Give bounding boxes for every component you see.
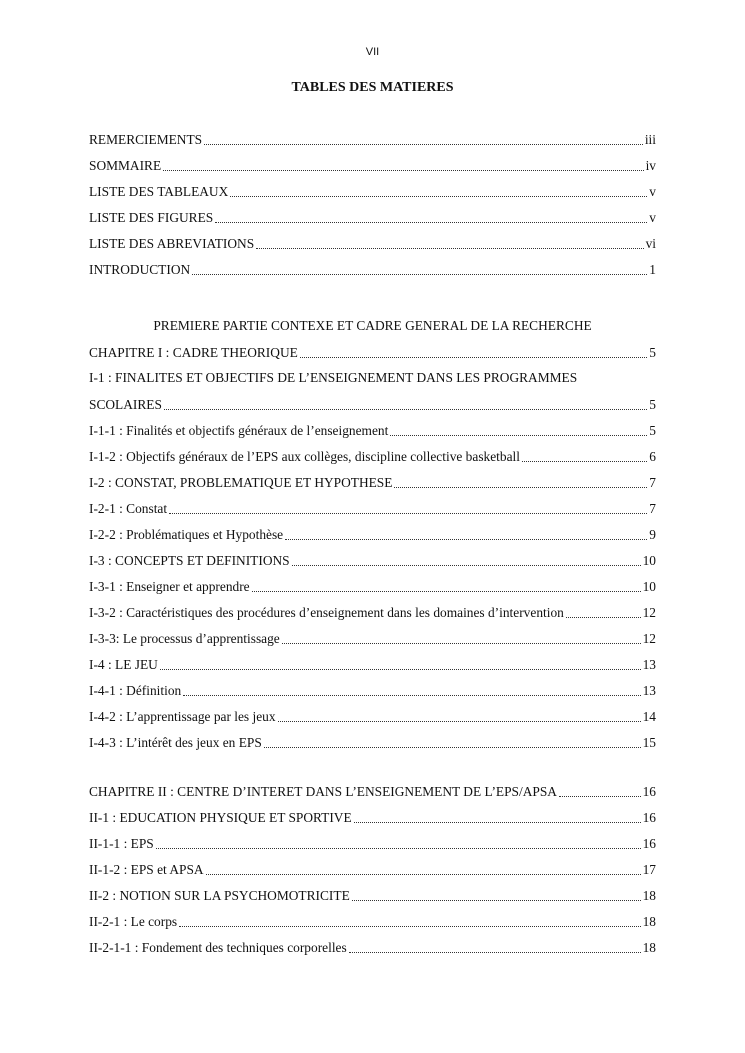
- toc-entry-label: I-3-3: Le processus d’apprentissage: [89, 631, 280, 646]
- dot-leader: [352, 896, 641, 901]
- page-title: TABLES DES MATIERES: [291, 80, 454, 95]
- toc-entry-label: LISTE DES FIGURES: [89, 210, 214, 225]
- toc-entry-label: I-1-1 : Finalités et objectifs généraux de l’enseignement: [89, 423, 389, 438]
- toc-entry-label: I-2-1 : Constat: [89, 501, 168, 516]
- toc-entry-page: 7: [649, 475, 656, 490]
- toc-entry-page: 16: [642, 810, 656, 825]
- toc-entry[interactable]: [89, 808, 656, 828]
- toc-entry-chapter[interactable]: [89, 343, 656, 363]
- toc-entry-page: 15: [642, 735, 656, 750]
- toc-entry-page: 16: [642, 784, 656, 799]
- toc-entry-label: I-4-2 : L’apprentissage par les jeux: [89, 709, 276, 724]
- toc-entry[interactable]: [89, 912, 656, 932]
- dot-leader: [394, 483, 647, 488]
- toc-entry-page: 14: [642, 709, 656, 724]
- dot-leader: [230, 192, 647, 197]
- dot-leader: [156, 844, 641, 849]
- dot-leader: [285, 535, 647, 540]
- dot-leader: [300, 353, 648, 358]
- toc-entry[interactable]: [89, 260, 656, 280]
- toc-entry[interactable]: [89, 447, 656, 467]
- dot-leader: [164, 405, 647, 410]
- dot-leader: [204, 140, 643, 145]
- dot-leader: [282, 639, 641, 644]
- toc-entry[interactable]: [89, 499, 656, 519]
- dot-leader: [390, 431, 647, 436]
- toc-entry-label: I-3-1 : Enseigner et apprendre: [89, 579, 250, 594]
- toc-entry-page: 18: [642, 914, 656, 929]
- toc-entry-page: 10: [642, 553, 656, 568]
- toc-entry-label: REMERCIEMENTS: [89, 132, 203, 147]
- toc-entry[interactable]: [89, 629, 656, 649]
- dot-leader: [252, 587, 641, 592]
- toc-entry-page: 6: [649, 449, 656, 464]
- dot-leader: [169, 509, 647, 514]
- toc-entry-page: v: [649, 184, 656, 199]
- toc-entry-page: 5: [649, 345, 656, 360]
- dot-leader: [160, 665, 641, 670]
- toc-entry[interactable]: [89, 525, 656, 545]
- dot-leader: [183, 691, 640, 696]
- toc-entry-label: II-2 : NOTION SUR LA PSYCHOMOTRICITE: [89, 888, 350, 903]
- part-heading: PREMIERE PARTIE CONTEXE ET CADRE GENERAL DE LA RECHERCHE: [153, 318, 592, 333]
- toc-entry-label: II-1 : EDUCATION PHYSIQUE ET SPORTIVE: [89, 810, 352, 825]
- toc-entry-label: II-1-1 : EPS: [89, 836, 154, 851]
- toc-entry-page: v: [649, 210, 656, 225]
- toc-entry[interactable]: [89, 681, 656, 701]
- toc-entry[interactable]: [89, 182, 656, 202]
- toc-entry[interactable]: [89, 577, 656, 597]
- toc-entry-label: CHAPITRE II : CENTRE D’INTERET DANS L’ENSEIGNEMENT DE L’EPS/APSA: [89, 784, 557, 799]
- toc-entry-page: 17: [642, 862, 656, 877]
- toc-entry[interactable]: [89, 208, 656, 228]
- toc-entry-label: I-4-1 : Définition: [89, 683, 182, 698]
- toc-entry-label: I-2 : CONSTAT, PROBLEMATIQUE ET HYPOTHESE: [89, 475, 393, 490]
- toc-entry-label: I-4-3 : L’intérêt des jeux en EPS: [89, 735, 262, 750]
- dot-leader: [292, 561, 641, 566]
- toc-entry[interactable]: [89, 860, 656, 880]
- toc-entry-wrap-line1[interactable]: I-1 : FINALITES ET OBJECTIFS DE L’ENSEIGNEMENT DANS LES PROGRAMMES: [89, 370, 578, 385]
- toc-entry[interactable]: [89, 234, 656, 254]
- toc-entry-label: II-2-1-1 : Fondement des techniques corporelles: [89, 940, 347, 955]
- toc-entry[interactable]: [89, 551, 656, 571]
- toc-entry[interactable]: [89, 156, 656, 176]
- toc-entry[interactable]: [89, 655, 656, 675]
- toc-entry-label: I-2-2 : Problématiques et Hypothèse: [89, 527, 284, 542]
- dot-leader: [206, 870, 641, 875]
- toc-entry[interactable]: [89, 603, 656, 623]
- toc-entry-page: 16: [642, 836, 656, 851]
- dot-leader: [522, 457, 647, 462]
- dot-leader: [163, 166, 643, 171]
- toc-entry-label: SOMMAIRE: [89, 158, 162, 173]
- toc-entry-page: 18: [642, 888, 656, 903]
- dot-leader: [256, 244, 643, 249]
- dot-leader: [192, 270, 647, 275]
- toc-entry[interactable]: [89, 421, 656, 441]
- toc-entry-page: iii: [644, 132, 656, 147]
- toc-entry-label: SCOLAIRES: [89, 397, 162, 412]
- toc-entry-label: I-3-2 : Caractéristiques des procédures d’enseignement dans les domaines d’intervention: [89, 605, 564, 620]
- toc-entry-page: 13: [642, 683, 656, 698]
- toc-entry[interactable]: [89, 938, 656, 958]
- toc-entry[interactable]: [89, 473, 656, 493]
- toc-entry-page: 9: [649, 527, 656, 542]
- toc-entry-page: vi: [645, 236, 656, 251]
- toc-entry-label: I-3 : CONCEPTS ET DEFINITIONS: [89, 553, 290, 568]
- dot-leader: [215, 218, 647, 223]
- toc-entry-chapter[interactable]: [89, 782, 656, 802]
- toc-entry-page: 10: [642, 579, 656, 594]
- toc-entry-page: 13: [642, 657, 656, 672]
- toc-entry[interactable]: [89, 834, 656, 854]
- toc-entry-page: 12: [642, 605, 656, 620]
- dot-leader: [179, 922, 640, 927]
- toc-entry-label: I-4 : LE JEU: [89, 657, 158, 672]
- toc-entry[interactable]: [89, 886, 656, 906]
- toc-entry-page: 12: [642, 631, 656, 646]
- toc-entry-page: iv: [645, 158, 656, 173]
- toc-entry-label: INTRODUCTION: [89, 262, 191, 277]
- dot-leader: [559, 792, 641, 797]
- toc-entry-label: I-1-2 : Objectifs généraux de l’EPS aux collèges, discipline collective basketball: [89, 449, 520, 464]
- toc-entry-page: 1: [649, 262, 656, 277]
- toc-entry[interactable]: [89, 130, 656, 150]
- toc-entry-page: 5: [649, 397, 656, 412]
- dot-leader: [566, 613, 641, 618]
- dot-leader: [278, 717, 641, 722]
- dot-leader: [264, 743, 641, 748]
- toc-entry-wrap-line2[interactable]: [89, 395, 656, 415]
- toc-entry-label: CHAPITRE I : CADRE THEORIQUE: [89, 345, 298, 360]
- toc-entry-label: LISTE DES TABLEAUX: [89, 184, 229, 199]
- toc-entry-page: 5: [649, 423, 656, 438]
- toc-entry[interactable]: [89, 733, 656, 753]
- toc-entry-label: II-1-2 : EPS et APSA: [89, 862, 204, 877]
- page-number: VII: [365, 46, 380, 58]
- dot-leader: [349, 948, 641, 953]
- toc-entry-page: 7: [649, 501, 656, 516]
- toc-entry[interactable]: [89, 707, 656, 727]
- toc-entry-label: II-2-1 : Le corps: [89, 914, 178, 929]
- toc-entry-page: 18: [642, 940, 656, 955]
- dot-leader: [354, 818, 641, 823]
- toc-entry-label: LISTE DES ABREVIATIONS: [89, 236, 255, 251]
